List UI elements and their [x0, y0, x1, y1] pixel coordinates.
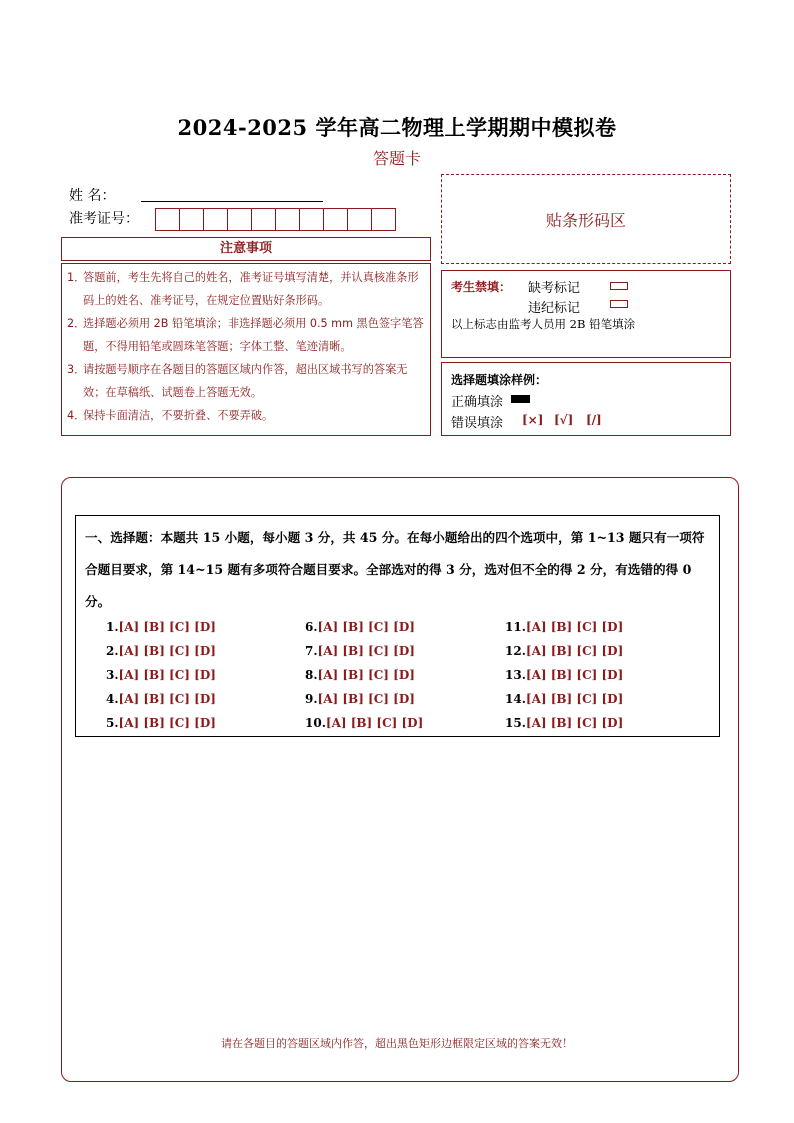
notice-list	[61, 263, 431, 436]
question-number: 8.	[305, 668, 318, 682]
question-number: 7.	[305, 644, 318, 658]
id-digit-box[interactable]	[299, 208, 324, 231]
id-digit-box[interactable]	[371, 208, 396, 231]
answer-row-1[interactable]	[106, 620, 216, 634]
answer-row-3[interactable]	[106, 668, 216, 682]
answer-row-9[interactable]	[305, 692, 415, 706]
barcode-label: 贴条形码区	[545, 210, 626, 230]
name-field[interactable]	[141, 200, 323, 202]
answer-row-11[interactable]	[505, 620, 623, 634]
answer-row-13[interactable]	[505, 668, 623, 682]
name-label: 姓 名：	[69, 188, 116, 204]
answer-options[interactable]: [A] [B] [C] [D]	[317, 644, 415, 658]
answer-options[interactable]: [A] [B] [C] [D]	[118, 716, 216, 730]
question-number: 4.	[106, 692, 119, 706]
barcode-area	[441, 174, 731, 264]
section1-instructions: 一、选择题：本题共 15 小题，每小题 3 分，共 45 分。在每小题给出的四个选项中，第 1~13 题只有一项符合题目要求，第 14~15 题有多项符合题目要求。全部选对的得 3 分，选对但不全的得 2 分，有选错的得 0 分。	[85, 530, 705, 609]
answer-row-10[interactable]	[305, 716, 423, 730]
question-number: 11.	[505, 620, 526, 634]
question-number: 12.	[505, 644, 526, 658]
page-title: 2024-2025 学年高二物理上学期期中模拟卷	[177, 115, 617, 140]
absent-mark-box[interactable]	[610, 282, 628, 290]
wrong-label: 错误填涂	[451, 416, 504, 431]
forbid-label: 考生禁填：	[451, 280, 512, 294]
answer-options[interactable]: [A] [B] [C] [D]	[118, 644, 216, 658]
answer-options[interactable]: [A] [B] [C] [D]	[317, 692, 415, 706]
question-number: 9.	[305, 692, 318, 706]
id-digit-box[interactable]	[179, 208, 204, 231]
answer-options[interactable]: [A] [B] [C] [D]	[118, 620, 216, 634]
id-digit-box[interactable]	[227, 208, 252, 231]
sample-title: 选择题填涂样例：	[451, 373, 548, 387]
id-number-boxes[interactable]	[155, 208, 395, 231]
correct-fill-sample	[511, 395, 530, 403]
answer-options[interactable]: [A] [B] [C] [D]	[325, 716, 424, 730]
answer-row-4[interactable]	[106, 692, 216, 706]
question-number: 10.	[305, 716, 326, 730]
id-digit-box[interactable]	[251, 208, 276, 231]
correct-label: 正确填涂	[451, 395, 504, 410]
id-digit-box[interactable]	[275, 208, 300, 231]
answer-options[interactable]: [A] [B] [C] [D]	[525, 620, 624, 634]
id-digit-box[interactable]	[347, 208, 372, 231]
question-number: 15.	[505, 716, 526, 730]
answer-row-12[interactable]	[505, 644, 623, 658]
wrong-mark-slash: [/]	[586, 413, 602, 427]
page-subtitle: 答题卡	[372, 149, 421, 168]
question-number: 1.	[106, 620, 119, 634]
id-digit-box[interactable]	[323, 208, 348, 231]
footer-note: 请在各题目的答题区域内作答，超出黑色矩形边框限定区域的答案无效！	[221, 1037, 573, 1050]
answer-options[interactable]: [A] [B] [C] [D]	[118, 692, 216, 706]
answer-options[interactable]: [A] [B] [C] [D]	[317, 668, 415, 682]
wrong-mark-check: [√]	[554, 413, 574, 427]
wrong-mark-cross: [×]	[522, 413, 544, 427]
answer-options[interactable]: [A] [B] [C] [D]	[525, 692, 624, 706]
id-digit-box[interactable]	[155, 208, 180, 231]
answer-options[interactable]: [A] [B] [C] [D]	[525, 716, 624, 730]
answer-options[interactable]: [A] [B] [C] [D]	[525, 668, 624, 682]
notice-item-2: 2． 选择题必须用 2B 铅笔填涂；非选择题必须用 0.5 mm 黑色签字笔答题，不得用铅笔或圆珠笔答题；字体工整、笔迹清晰。	[67, 317, 424, 353]
notice-item-1: 1． 答题前，考生先将自己的姓名，准考证号填写清楚，并认真核准条形码上的姓名、准考证号，在规定位置贴好条形码。	[67, 271, 419, 307]
notice-item-4: 4． 保持卡面清洁，不要折叠、不要弄破。	[67, 409, 274, 422]
notice-item-3: 3． 请按题号顺序在各题目的答题区域内作答，超出区域书写的答案无效；在草稿纸、试题卷上答题无效。	[67, 363, 408, 399]
question-number: 3.	[106, 668, 119, 682]
id-digit-box[interactable]	[203, 208, 228, 231]
answer-row-14[interactable]	[505, 692, 623, 706]
forbid-note: 以上标志由监考人员用 2B 铅笔填涂	[451, 317, 636, 331]
question-number: 13.	[505, 668, 526, 682]
answer-row-7[interactable]	[305, 644, 415, 658]
question-number: 14.	[505, 692, 526, 706]
answer-row-8[interactable]	[305, 668, 415, 682]
question-number: 6.	[305, 620, 318, 634]
violation-label: 违纪标记	[528, 301, 581, 316]
answer-options[interactable]: [A] [B] [C] [D]	[525, 644, 624, 658]
question-number: 5.	[106, 716, 119, 730]
absent-label: 缺考标记	[528, 281, 581, 296]
id-label: 准考证号：	[69, 211, 139, 227]
answer-options[interactable]: [A] [B] [C] [D]	[317, 620, 415, 634]
answer-row-2[interactable]	[106, 644, 216, 658]
violation-mark-box[interactable]	[610, 300, 628, 308]
question-number: 2.	[106, 644, 119, 658]
answer-row-15[interactable]	[505, 716, 623, 730]
answer-options[interactable]: [A] [B] [C] [D]	[118, 668, 216, 682]
answer-row-6[interactable]	[305, 620, 415, 634]
notice-heading: 注意事项	[61, 237, 431, 261]
answer-row-5[interactable]	[106, 716, 216, 730]
